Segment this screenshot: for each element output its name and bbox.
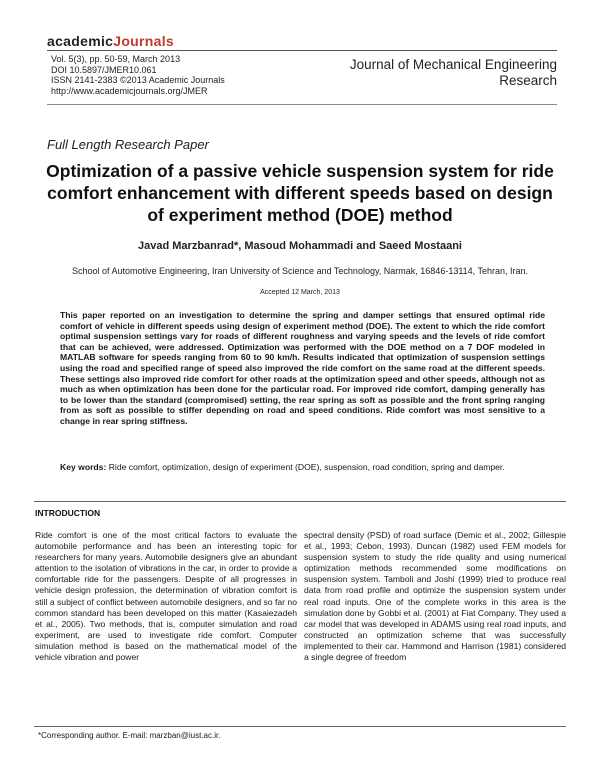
meta-url[interactable]: http://www.academicjournals.org/JMER xyxy=(51,85,208,96)
header-divider-top xyxy=(47,50,557,51)
accepted-date: Accepted 12 March, 2013 xyxy=(260,289,340,296)
logo-part-journals: Journals xyxy=(113,33,174,49)
keywords xyxy=(60,462,545,473)
introduction-heading: INTRODUCTION xyxy=(35,508,101,518)
affiliation: School of Automotive Engineering, Iran University of Science and Technology, Narmak, 16846-13114, Tehran, Iran. xyxy=(71,266,529,276)
authors: Javad Marzbanrad*, Masoud Mohammadi and Saeed Mostaani xyxy=(138,240,462,252)
paper-title: Optimization of a passive vehicle suspension system for ride comfort enhancement with different speeds based on design of experiment method (DOE) method xyxy=(46,161,554,225)
journal-logo xyxy=(47,33,174,49)
paper-type: Full Length Research Paper xyxy=(47,137,209,152)
footnote-divider xyxy=(34,726,566,727)
keywords-list: Ride comfort, optimization, design of experiment (DOE), suspension, road condition, spring and damper. xyxy=(108,462,505,472)
keywords-label: Key words: xyxy=(60,462,107,472)
section-divider xyxy=(34,501,566,502)
meta-volume: Vol. 5(3), pp. 50-59, March 2013 xyxy=(51,54,181,64)
journal-name-line1: Journal of Mechanical Engineering xyxy=(349,57,557,72)
journal-name xyxy=(307,57,557,89)
introduction-column-right: spectral density (PSD) of road surface (Demic et al., 2002; Gillespie et al., 1993; Cebon, 1993). Duncan (1982) used FEM models for suspension system to study the ride quality and using numerical optimization methods recommended some modifications on suspension system. Tamboli and Joshi (1999) tried to produce real data from road profile and optimize the suspension system under real road inputs. One of the complete works in this area is the simulation done by Gobbi et al. (2001) at Fiat Company. They used a car model that was developed in ADAMS using real road inputs, and constructed an optimization scheme that was successfully implemented to their car. Hammond and Harrison (1981) considered a single degree of freedom xyxy=(304,530,566,663)
header-divider xyxy=(47,104,557,105)
publication-meta xyxy=(51,54,225,96)
introduction-column-left: Ride comfort is one of the most critical factors to evaluate the automobile performance and has been an interesting topic for researchers for many years. Automobile designers give an abundant attention to the isolation of vibrations in the car, in order to provide a comfortable ride for the passengers. Despite of all progresses in vehicle design profession, the determination of vibration comfort is still a subject of conflict between automobile designers, and so far no common standard has been developed on this matter (Kasaiezadeh et al., 2005). Two methods, that is, computer simulation and road experiment, are used to investigate ride comfort. Computer simulation method is based on the mathematical model of the vehicle vibration and power xyxy=(35,530,297,663)
corresponding-author-footnote: *Corresponding author. E-mail: marzban@iust.ac.ir. xyxy=(38,731,221,740)
logo-part-academic: academic xyxy=(47,33,114,49)
meta-doi: DOI 10.5897/JMER10.061 xyxy=(51,64,157,75)
meta-issn: ISSN 2141-2383 ©2013 Academic Journals xyxy=(51,75,225,85)
abstract: This paper reported on an investigation to determine the spring and damper settings that ensured optimal ride comfort of vehicle in different speeds using design of experiment method (DOE). The extent to which the ride comfort optimal suspension settings vary for roads of different roughness and varying speeds and the levels of ride comfort that can be achieved, were addressed. Optimization was performed with the DOE method on a 7 DOF modeled in MATLAB software for speeds ranging from 60 to 90 km/h. Results indicated that optimization of suspension settings using the road and specified range of speed also improved the ride comfort on the same road at the different speeds. These settings also improved ride comfort for other roads at the optimization speed and other speeds, although not as much as when optimization has been done for the particular road. For improved ride comfort, damping generally has to be lower than the standard (compromised) setting, the rear spring as soft as possible and the front spring ranging from as soft as possible to stiffer depending on road and speed conditions. Ride comfort was most sensitive to a change in rear spring stiffness. xyxy=(60,310,545,426)
journal-name-line2: Research xyxy=(499,73,557,88)
